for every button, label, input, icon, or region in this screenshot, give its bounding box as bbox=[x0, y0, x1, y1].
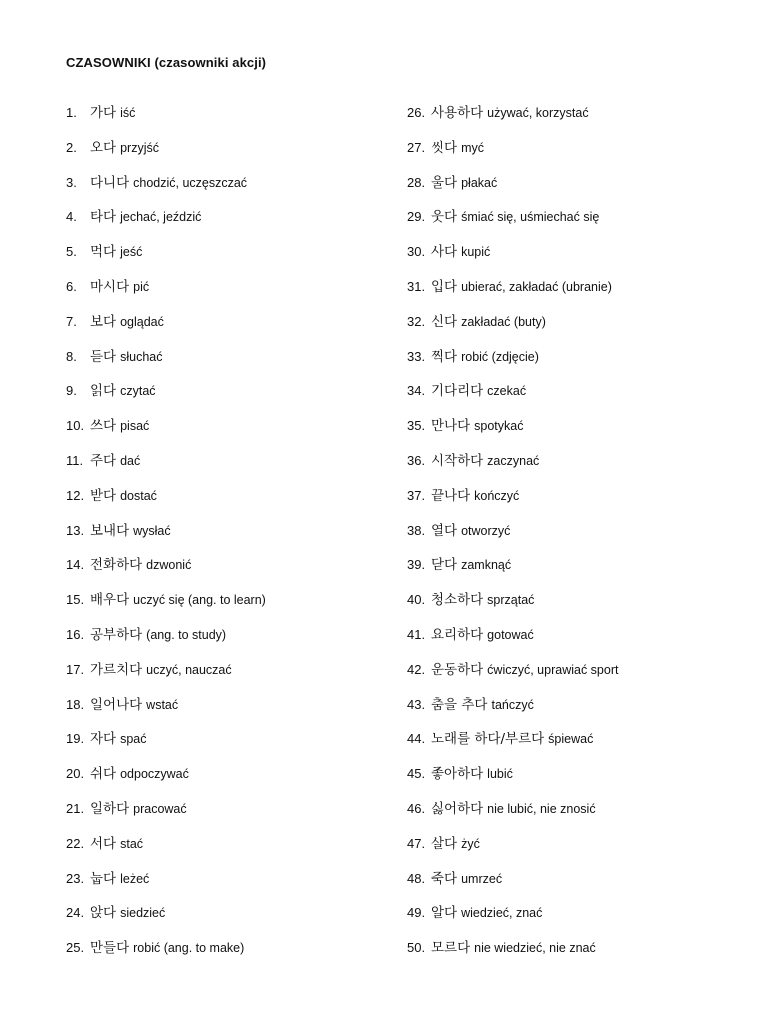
entry-number: 32. bbox=[407, 313, 426, 329]
korean-verb: 보다 bbox=[90, 313, 117, 330]
korean-verb: 시작하다 bbox=[431, 452, 484, 469]
entry-number: 46. bbox=[407, 800, 426, 816]
korean-verb: 보내다 bbox=[90, 522, 130, 539]
polish-translation: czekać bbox=[487, 384, 527, 399]
korean-verb: 울다 bbox=[431, 174, 458, 191]
verb-entry bbox=[407, 800, 752, 835]
entry-number: 24. bbox=[66, 905, 85, 921]
verb-entry bbox=[407, 348, 752, 383]
verb-entry bbox=[66, 417, 396, 452]
korean-verb: 싫어하다 bbox=[431, 800, 484, 817]
polish-translation: stać bbox=[120, 836, 144, 851]
polish-translation: tańczyć bbox=[491, 697, 534, 712]
verb-list-right bbox=[407, 104, 752, 974]
korean-verb: 타다 bbox=[90, 209, 117, 226]
korean-verb: 알다 bbox=[431, 905, 458, 922]
korean-verb: 사다 bbox=[431, 244, 458, 261]
polish-translation: zaczynać bbox=[487, 453, 540, 468]
korean-verb: 모르다 bbox=[431, 940, 471, 957]
verb-entry bbox=[407, 278, 752, 313]
korean-verb: 좋아하다 bbox=[431, 766, 484, 783]
polish-translation: śpiewać bbox=[548, 732, 594, 747]
korean-verb: 먹다 bbox=[90, 244, 117, 261]
verb-entry bbox=[407, 452, 752, 487]
polish-translation: używać, korzystać bbox=[487, 106, 589, 120]
entry-number: 4. bbox=[66, 209, 77, 225]
polish-translation: jeść bbox=[120, 245, 143, 260]
korean-verb: 앉다 bbox=[90, 905, 117, 922]
entry-number: 28. bbox=[407, 174, 426, 190]
page-title: CZASOWNIKI (czasowniki akcji) bbox=[66, 55, 267, 70]
polish-translation: wysłać bbox=[133, 523, 171, 538]
entry-number: 36. bbox=[407, 452, 426, 468]
korean-verb: 읽다 bbox=[90, 383, 117, 400]
polish-translation: dzwonić bbox=[146, 558, 192, 573]
polish-translation: wstać bbox=[146, 697, 179, 712]
polish-translation: nie wiedzieć, nie znać bbox=[474, 941, 596, 956]
korean-verb: 눕다 bbox=[90, 870, 117, 887]
entry-number: 12. bbox=[66, 487, 85, 503]
polish-translation: pracować bbox=[133, 801, 187, 816]
entry-number: 40. bbox=[407, 592, 426, 608]
verb-entry bbox=[66, 835, 396, 870]
verb-entry bbox=[407, 904, 752, 939]
polish-translation: dać bbox=[120, 453, 141, 468]
entry-number: 10. bbox=[66, 418, 85, 434]
polish-translation: słuchać bbox=[120, 349, 163, 364]
entry-number: 22. bbox=[66, 835, 85, 851]
korean-verb: 공부하다 bbox=[90, 626, 143, 643]
entry-number: 3. bbox=[66, 174, 77, 190]
polish-translation: żyć bbox=[461, 836, 480, 851]
entry-number: 39. bbox=[407, 557, 426, 573]
entry-number: 43. bbox=[407, 696, 426, 712]
entry-number: 31. bbox=[407, 278, 426, 294]
polish-translation: leżeć bbox=[120, 871, 150, 886]
verb-entry bbox=[407, 417, 752, 452]
polish-translation: płakać bbox=[461, 175, 498, 190]
korean-verb: 오다 bbox=[90, 139, 117, 156]
korean-verb: 받다 bbox=[90, 487, 117, 504]
verb-entry bbox=[407, 696, 752, 731]
verb-entry bbox=[66, 104, 396, 139]
entry-number: 49. bbox=[407, 905, 426, 921]
polish-translation: umrzeć bbox=[461, 871, 503, 886]
korean-verb: 닫다 bbox=[431, 557, 458, 574]
verb-entry bbox=[66, 904, 396, 939]
polish-translation: kupić bbox=[461, 245, 491, 260]
entry-number: 17. bbox=[66, 661, 85, 677]
verb-entry bbox=[66, 591, 396, 626]
polish-translation: gotować bbox=[487, 627, 534, 642]
korean-verb: 춤을 추다 bbox=[431, 696, 488, 713]
verb-entry bbox=[407, 313, 752, 348]
polish-translation: chodzić, uczęszczać bbox=[133, 175, 248, 190]
entry-number: 35. bbox=[407, 418, 426, 434]
verb-entry bbox=[66, 139, 396, 174]
korean-verb: 가르치다 bbox=[90, 661, 143, 678]
entry-number: 21. bbox=[66, 800, 85, 816]
korean-verb: 사용하다 bbox=[431, 105, 484, 121]
verb-entry bbox=[66, 243, 396, 278]
verb-entry bbox=[407, 208, 752, 243]
entry-number: 5. bbox=[66, 244, 77, 260]
polish-translation: otworzyć bbox=[461, 523, 511, 538]
entry-number: 8. bbox=[66, 348, 77, 364]
verb-entry bbox=[407, 487, 752, 522]
entry-number: 23. bbox=[66, 870, 85, 886]
entry-number: 42. bbox=[407, 661, 426, 677]
korean-verb: 신다 bbox=[431, 313, 458, 330]
entry-number: 48. bbox=[407, 870, 426, 886]
entry-number: 50. bbox=[407, 940, 426, 956]
korean-verb: 열다 bbox=[431, 522, 458, 539]
verb-entry bbox=[66, 278, 396, 313]
verb-entry bbox=[407, 661, 752, 696]
polish-translation: sprzątać bbox=[487, 593, 535, 608]
verb-entry bbox=[66, 348, 396, 383]
polish-translation: nie lubić, nie znosić bbox=[487, 801, 596, 816]
korean-verb: 씻다 bbox=[431, 139, 458, 156]
verb-entry bbox=[66, 208, 396, 243]
entry-number: 29. bbox=[407, 209, 426, 225]
entry-number: 9. bbox=[66, 383, 77, 399]
polish-translation: ćwiczyć, uprawiać sport bbox=[487, 662, 619, 677]
entry-number: 34. bbox=[407, 383, 426, 399]
verb-entry bbox=[66, 174, 396, 209]
verb-entry bbox=[407, 939, 752, 974]
korean-verb: 살다 bbox=[431, 835, 458, 852]
polish-translation: lubić bbox=[487, 767, 513, 782]
verb-entry bbox=[66, 730, 396, 765]
entry-number: 1. bbox=[66, 105, 77, 120]
entry-number: 25. bbox=[66, 940, 85, 956]
verb-entry bbox=[407, 522, 752, 557]
verb-entry bbox=[407, 174, 752, 209]
korean-verb: 쉬다 bbox=[90, 766, 117, 783]
verb-entry bbox=[66, 522, 396, 557]
verb-entry bbox=[407, 243, 752, 278]
verb-entry bbox=[66, 800, 396, 835]
polish-translation: spać bbox=[120, 732, 147, 747]
korean-verb: 주다 bbox=[90, 452, 117, 469]
entry-number: 44. bbox=[407, 731, 426, 747]
verb-entry bbox=[66, 313, 396, 348]
verb-entry bbox=[66, 556, 396, 591]
korean-verb: 일하다 bbox=[90, 800, 130, 817]
verb-entry bbox=[66, 487, 396, 522]
polish-translation: ubierać, zakładać (ubranie) bbox=[461, 279, 612, 294]
korean-verb: 쓰다 bbox=[90, 418, 117, 435]
korean-verb: 서다 bbox=[90, 835, 117, 852]
entry-number: 15. bbox=[66, 592, 85, 608]
korean-verb: 노래를 하다/부르다 bbox=[431, 731, 545, 748]
entry-number: 18. bbox=[66, 696, 85, 712]
verb-entry bbox=[407, 870, 752, 905]
verb-entry bbox=[66, 626, 396, 661]
entry-number: 19. bbox=[66, 731, 85, 747]
korean-verb: 일어나다 bbox=[90, 696, 143, 713]
entry-number: 20. bbox=[66, 766, 85, 782]
entry-number: 37. bbox=[407, 487, 426, 503]
korean-verb: 배우다 bbox=[90, 592, 130, 609]
korean-verb: 만들다 bbox=[90, 940, 130, 957]
entry-number: 33. bbox=[407, 348, 426, 364]
verb-entry bbox=[407, 104, 752, 139]
verb-entry bbox=[66, 765, 396, 800]
verb-entry bbox=[407, 765, 752, 800]
entry-number: 45. bbox=[407, 766, 426, 782]
korean-verb: 찍다 bbox=[431, 348, 458, 365]
polish-translation: przyjść bbox=[120, 140, 159, 155]
verb-entry bbox=[66, 870, 396, 905]
polish-translation: uczyć się (ang. to learn) bbox=[133, 593, 266, 608]
korean-verb: 마시다 bbox=[90, 278, 130, 295]
korean-verb: 끝나다 bbox=[431, 487, 471, 504]
polish-translation: robić (ang. to make) bbox=[133, 941, 245, 956]
entry-number: 16. bbox=[66, 626, 85, 642]
verb-entry bbox=[66, 382, 396, 417]
polish-translation: odpoczywać bbox=[120, 767, 189, 782]
verb-entry bbox=[66, 696, 396, 731]
polish-translation: (ang. to study) bbox=[146, 627, 227, 642]
verb-list-left bbox=[66, 104, 396, 974]
polish-translation: zamknąć bbox=[461, 558, 512, 573]
korean-verb: 전화하다 bbox=[90, 557, 143, 574]
korean-verb: 요리하다 bbox=[431, 626, 484, 643]
verb-entry bbox=[66, 939, 396, 974]
verb-entry bbox=[407, 382, 752, 417]
polish-translation: spotykać bbox=[474, 419, 524, 434]
verb-entry bbox=[407, 556, 752, 591]
entry-number: 14. bbox=[66, 557, 85, 573]
polish-translation: czytać bbox=[120, 384, 156, 399]
korean-verb: 기다리다 bbox=[431, 383, 484, 400]
polish-translation: jechać, jeździć bbox=[120, 210, 202, 225]
verb-entry bbox=[407, 626, 752, 661]
korean-verb: 운동하다 bbox=[431, 661, 484, 678]
polish-translation: oglądać bbox=[120, 314, 164, 329]
polish-translation: śmiać się, uśmiechać się bbox=[461, 210, 600, 225]
korean-verb: 만나다 bbox=[431, 418, 471, 435]
verb-entry bbox=[66, 452, 396, 487]
korean-verb: 듣다 bbox=[90, 348, 117, 365]
polish-translation: dostać bbox=[120, 488, 157, 503]
entry-number: 38. bbox=[407, 522, 426, 538]
entry-number: 26. bbox=[407, 105, 426, 120]
polish-translation: siedzieć bbox=[120, 906, 166, 921]
polish-translation: pić bbox=[133, 279, 150, 294]
korean-verb: 자다 bbox=[90, 731, 117, 748]
entry-number: 7. bbox=[66, 313, 77, 329]
korean-verb: 웃다 bbox=[431, 209, 458, 226]
polish-translation: zakładać (buty) bbox=[461, 314, 546, 329]
polish-translation: uczyć, nauczać bbox=[146, 662, 232, 677]
korean-verb: 다니다 bbox=[90, 174, 130, 191]
verb-entry bbox=[407, 139, 752, 174]
entry-number: 27. bbox=[407, 139, 426, 155]
polish-translation: wiedzieć, znać bbox=[461, 906, 543, 921]
verb-entry bbox=[407, 835, 752, 870]
entry-number: 47. bbox=[407, 835, 426, 851]
korean-verb: 청소하다 bbox=[431, 592, 484, 609]
korean-verb: 죽다 bbox=[431, 870, 458, 887]
korean-verb: 입다 bbox=[431, 278, 458, 295]
verb-entry bbox=[407, 591, 752, 626]
entry-number: 13. bbox=[66, 522, 85, 538]
polish-translation: iść bbox=[120, 106, 136, 120]
verb-entry bbox=[407, 730, 752, 765]
entry-number: 2. bbox=[66, 139, 77, 155]
polish-translation: kończyć bbox=[474, 488, 520, 503]
polish-translation: pisać bbox=[120, 419, 150, 434]
polish-translation: robić (zdjęcie) bbox=[461, 349, 539, 364]
entry-number: 6. bbox=[66, 278, 77, 294]
entry-number: 30. bbox=[407, 244, 426, 260]
verb-entry bbox=[66, 661, 396, 696]
polish-translation: myć bbox=[461, 140, 485, 155]
entry-number: 11. bbox=[66, 452, 84, 468]
entry-number: 41. bbox=[407, 626, 426, 642]
korean-verb: 가다 bbox=[90, 105, 117, 121]
